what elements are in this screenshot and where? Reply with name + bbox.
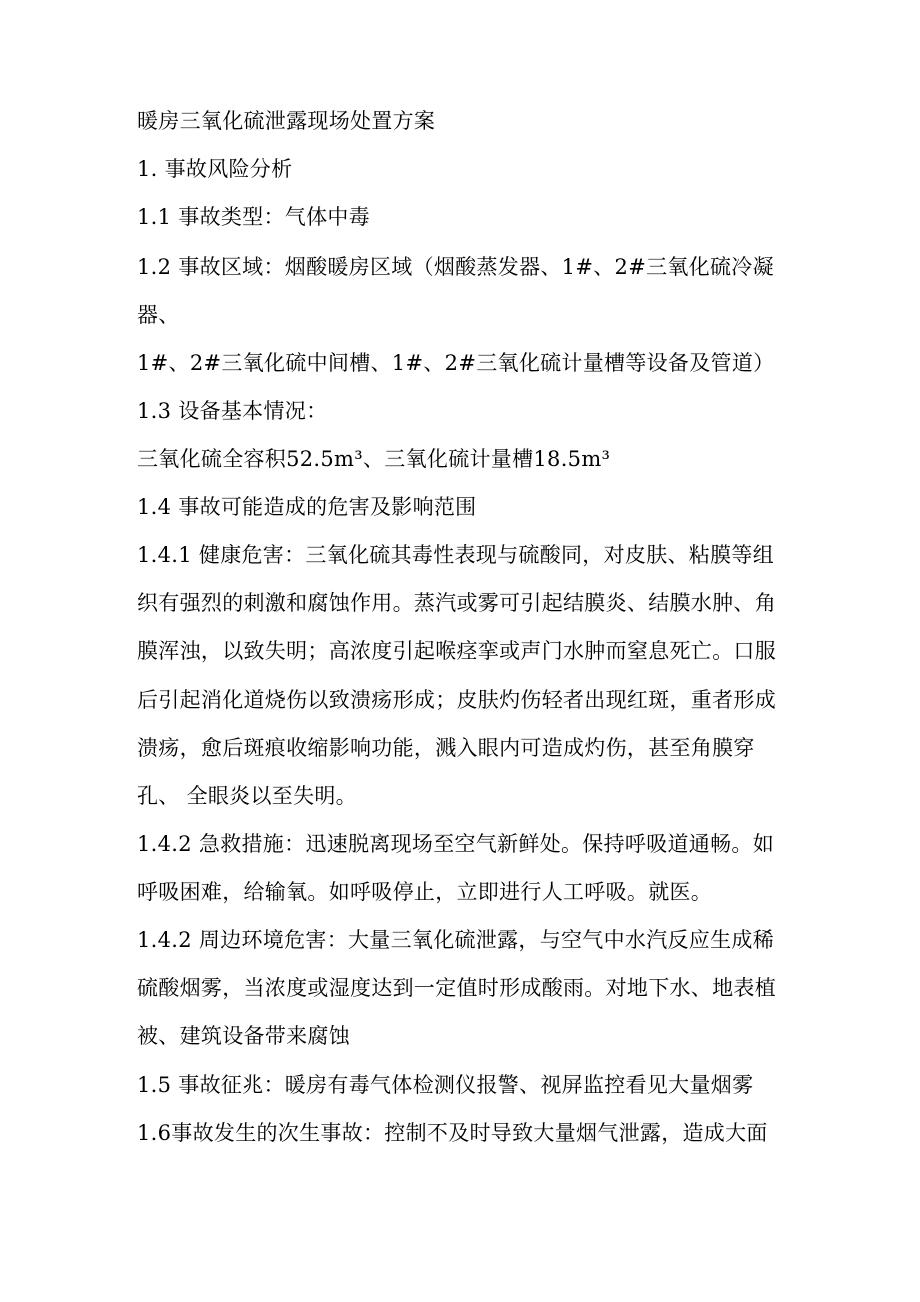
paragraph-line: 1.4.2 周边环境危害：大量三氧化硫泄露，与空气中水汽反应生成稀: [137, 928, 775, 952]
document-title: 暖房三氧化硫泄露现场处置方案: [137, 109, 436, 133]
subsection-line: 1.2 事故区域：烟酸暖房区域（烟酸蒸发器、1#、2#三氧化硫冷凝: [137, 255, 774, 279]
subsection-line: 1.3 设备基本情况：: [137, 399, 328, 423]
section-heading: 1. 事故风险分析: [137, 157, 293, 181]
paragraph-line: 呼吸困难，给输氧。如呼吸停止，立即进行人工呼吸。就医。: [137, 880, 713, 904]
subsection-line: 1.6事故发生的次生事故：控制不及时导致大量烟气泄露，造成大面: [137, 1121, 768, 1145]
subsection-line: 1.5 事故征兆：暖房有毒气体检测仪报警、视屏监控看见大量烟雾: [137, 1073, 754, 1097]
paragraph-line: 1#、2#三氧化硫中间槽、1#、2#三氧化硫计量槽等设备及管道）: [137, 351, 775, 375]
paragraph-line: 器、: [137, 303, 180, 327]
paragraph-line: 溃疡，愈后斑痕收缩影响功能，溅入眼内可造成灼伤，甚至角膜穿: [137, 736, 755, 760]
paragraph-line: 被、建筑设备带来腐蚀: [137, 1024, 350, 1048]
paragraph-line: 织有强烈的刺激和腐蚀作用。蒸汽或雾可引起结膜炎、结膜水肿、角: [137, 591, 776, 615]
paragraph-line: 1.4.1 健康危害：三氧化硫其毒性表现与硫酸同，对皮肤、粘膜等组: [137, 543, 775, 567]
subsection-line: 1.1 事故类型：气体中毒: [137, 205, 370, 229]
subsection-line: 1.4 事故可能造成的危害及影响范围: [137, 495, 477, 519]
paragraph-line: 膜浑浊，以致失明；高浓度引起喉痉挛或声门水肿而窒息死亡。口服: [137, 639, 776, 663]
paragraph-line: 后引起消化道烧伤以致溃疡形成；皮肤灼伤轻者出现红斑，重者形成: [137, 688, 776, 712]
paragraph-line: 硫酸烟雾，当浓度或湿度达到一定值时形成酸雨。对地下水、地表植: [137, 976, 776, 1000]
paragraph-line: 孔、 全眼炎以至失明。: [137, 784, 357, 808]
paragraph-line: 1.4.2 急救措施：迅速脱离现场至空气新鲜处。保持呼吸道通畅。如: [137, 832, 775, 856]
paragraph-line: 三氧化硫全容积52.5m³、三氧化硫计量槽18.5m³: [137, 447, 611, 471]
